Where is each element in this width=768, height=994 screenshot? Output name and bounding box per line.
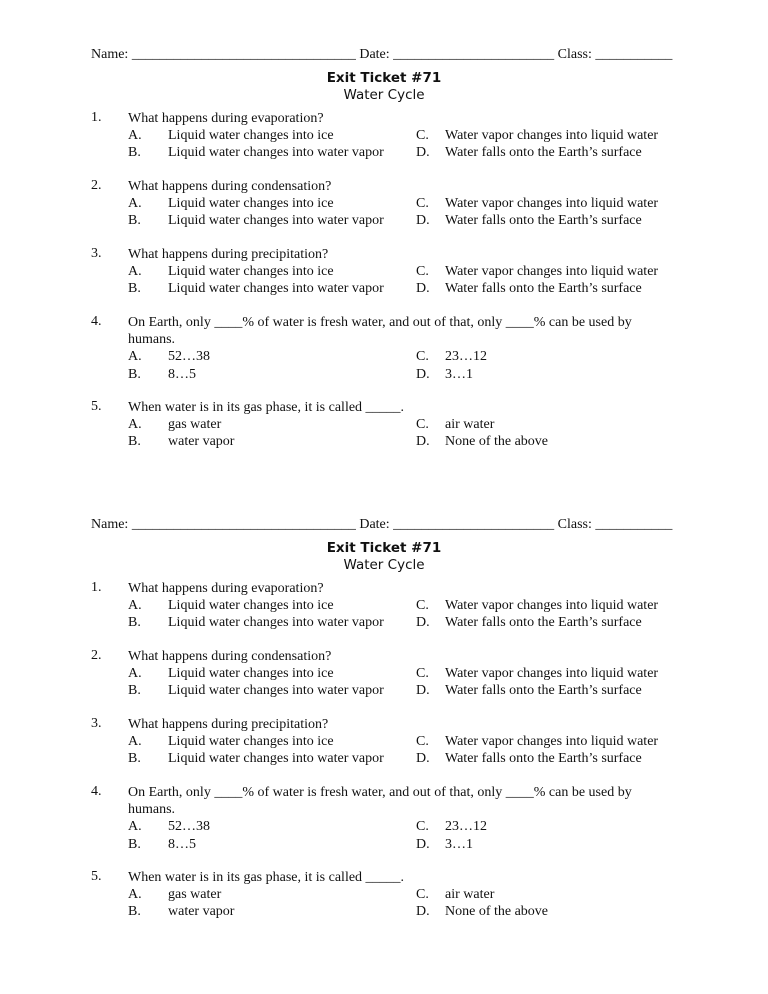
option-text: Water vapor changes into liquid water bbox=[445, 666, 659, 681]
ticket-subtitle: Water Cycle bbox=[343, 557, 425, 573]
option-text: None of the above bbox=[445, 904, 549, 919]
option-letter: B. bbox=[128, 615, 141, 630]
question-number: 1. bbox=[91, 110, 102, 125]
option-letter: A. bbox=[128, 196, 142, 211]
option-letter: D. bbox=[416, 281, 430, 296]
option-letter: D. bbox=[416, 367, 430, 382]
option-letter: A. bbox=[128, 887, 142, 902]
option-text: gas water bbox=[168, 887, 222, 902]
question-number: 1. bbox=[91, 580, 102, 595]
option-letter: A. bbox=[128, 417, 142, 432]
option-letter: B. bbox=[128, 213, 141, 228]
option-text: Water falls onto the Earth’s surface bbox=[445, 683, 642, 698]
option-letter: C. bbox=[416, 887, 429, 902]
option-text: Water falls onto the Earth’s surface bbox=[445, 281, 642, 296]
option-letter: C. bbox=[416, 417, 429, 432]
option-letter: D. bbox=[416, 904, 430, 919]
ticket-title: Exit Ticket #71 bbox=[326, 540, 442, 556]
option-text: Liquid water changes into ice bbox=[168, 196, 334, 211]
option-text: None of the above bbox=[445, 434, 549, 449]
question-text: What happens during condensation? bbox=[128, 649, 332, 664]
option-letter: B. bbox=[128, 837, 141, 852]
option-letter: A. bbox=[128, 734, 142, 749]
option-text: Water vapor changes into liquid water bbox=[445, 196, 659, 211]
date-blank: _______________________ bbox=[393, 517, 555, 532]
option-text: 52…38 bbox=[168, 819, 210, 834]
option-letter: D. bbox=[416, 837, 430, 852]
option-letter: D. bbox=[416, 751, 430, 766]
option-text: 3…1 bbox=[445, 367, 473, 382]
option-letter: B. bbox=[128, 145, 141, 160]
option-text: air water bbox=[445, 417, 495, 432]
question-text: What happens during evaporation? bbox=[128, 581, 324, 596]
option-text: Liquid water changes into ice bbox=[168, 264, 334, 279]
question-text: What happens during condensation? bbox=[128, 179, 332, 194]
option-text: Water vapor changes into liquid water bbox=[445, 734, 659, 749]
option-letter: C. bbox=[416, 349, 429, 364]
option-text: Water falls onto the Earth’s surface bbox=[445, 615, 642, 630]
option-letter: D. bbox=[416, 434, 430, 449]
question-text: What happens during precipitation? bbox=[128, 247, 329, 262]
option-letter: D. bbox=[416, 145, 430, 160]
name-blank: ________________________________ bbox=[131, 517, 356, 532]
option-text: Liquid water changes into ice bbox=[168, 128, 334, 143]
question-text: When water is in its gas phase, it is called _____. bbox=[128, 870, 405, 885]
option-letter: D. bbox=[416, 213, 430, 228]
option-letter: B. bbox=[128, 434, 141, 449]
option-letter: C. bbox=[416, 264, 429, 279]
name-label: Name: bbox=[91, 517, 129, 532]
option-text: Liquid water changes into water vapor bbox=[168, 615, 384, 630]
name-blank: ________________________________ bbox=[131, 47, 356, 62]
option-letter: A. bbox=[128, 598, 142, 613]
option-text: 23…12 bbox=[445, 349, 487, 364]
question-number: 3. bbox=[91, 246, 102, 261]
class-blank: ___________ bbox=[595, 517, 673, 532]
option-text: 52…38 bbox=[168, 349, 210, 364]
option-letter: B. bbox=[128, 367, 141, 382]
option-text: Water falls onto the Earth’s surface bbox=[445, 213, 642, 228]
question-number: 5. bbox=[91, 869, 102, 884]
option-text: Liquid water changes into water vapor bbox=[168, 683, 384, 698]
question-text: When water is in its gas phase, it is called _____. bbox=[128, 400, 405, 415]
option-letter: B. bbox=[128, 751, 141, 766]
class-label: Class: bbox=[557, 517, 592, 532]
option-text: Water vapor changes into liquid water bbox=[445, 598, 659, 613]
option-letter: C. bbox=[416, 598, 429, 613]
student-info-line bbox=[91, 45, 681, 65]
question-number: 2. bbox=[91, 648, 102, 663]
option-letter: D. bbox=[416, 683, 430, 698]
option-letter: C. bbox=[416, 819, 429, 834]
option-text: Liquid water changes into ice bbox=[168, 598, 334, 613]
option-letter: D. bbox=[416, 615, 430, 630]
question-number: 4. bbox=[91, 314, 102, 329]
option-text: water vapor bbox=[168, 434, 235, 449]
option-text: Water falls onto the Earth’s surface bbox=[445, 145, 642, 160]
option-text: Liquid water changes into water vapor bbox=[168, 145, 384, 160]
question-text: On Earth, only ____% of water is fresh water, and out of that, only ____% can be used by humans. bbox=[128, 785, 632, 817]
option-letter: C. bbox=[416, 734, 429, 749]
option-letter: C. bbox=[416, 128, 429, 143]
option-letter: A. bbox=[128, 128, 142, 143]
student-info-line bbox=[91, 515, 681, 535]
option-text: 23…12 bbox=[445, 819, 487, 834]
option-text: water vapor bbox=[168, 904, 235, 919]
name-label: Name: bbox=[91, 47, 129, 62]
option-text: Water falls onto the Earth’s surface bbox=[445, 751, 642, 766]
option-text: 8…5 bbox=[168, 837, 196, 852]
option-letter: A. bbox=[128, 264, 142, 279]
ticket-title: Exit Ticket #71 bbox=[326, 70, 442, 86]
option-letter: C. bbox=[416, 196, 429, 211]
option-text: Liquid water changes into ice bbox=[168, 734, 334, 749]
date-label: Date: bbox=[359, 517, 390, 532]
option-text: 3…1 bbox=[445, 837, 473, 852]
option-text: Liquid water changes into ice bbox=[168, 666, 334, 681]
option-text: Water vapor changes into liquid water bbox=[445, 128, 659, 143]
option-text: gas water bbox=[168, 417, 222, 432]
option-text: Liquid water changes into water vapor bbox=[168, 751, 384, 766]
date-blank: _______________________ bbox=[393, 47, 555, 62]
question-number: 2. bbox=[91, 178, 102, 193]
question-text: What happens during precipitation? bbox=[128, 717, 329, 732]
class-blank: ___________ bbox=[595, 47, 673, 62]
option-letter: B. bbox=[128, 281, 141, 296]
question-number: 3. bbox=[91, 716, 102, 731]
option-text: air water bbox=[445, 887, 495, 902]
option-letter: C. bbox=[416, 666, 429, 681]
option-letter: B. bbox=[128, 904, 141, 919]
question-number: 4. bbox=[91, 784, 102, 799]
option-text: Water vapor changes into liquid water bbox=[445, 264, 659, 279]
option-text: Liquid water changes into water vapor bbox=[168, 213, 384, 228]
option-letter: A. bbox=[128, 349, 142, 364]
question-text: What happens during evaporation? bbox=[128, 111, 324, 126]
option-letter: A. bbox=[128, 666, 142, 681]
date-label: Date: bbox=[359, 47, 390, 62]
option-text: 8…5 bbox=[168, 367, 196, 382]
question-text: On Earth, only ____% of water is fresh water, and out of that, only ____% can be used by humans. bbox=[128, 315, 632, 347]
question-number: 5. bbox=[91, 399, 102, 414]
option-text: Liquid water changes into water vapor bbox=[168, 281, 384, 296]
option-letter: B. bbox=[128, 683, 141, 698]
option-letter: A. bbox=[128, 819, 142, 834]
ticket-subtitle: Water Cycle bbox=[343, 87, 425, 103]
class-label: Class: bbox=[557, 47, 592, 62]
